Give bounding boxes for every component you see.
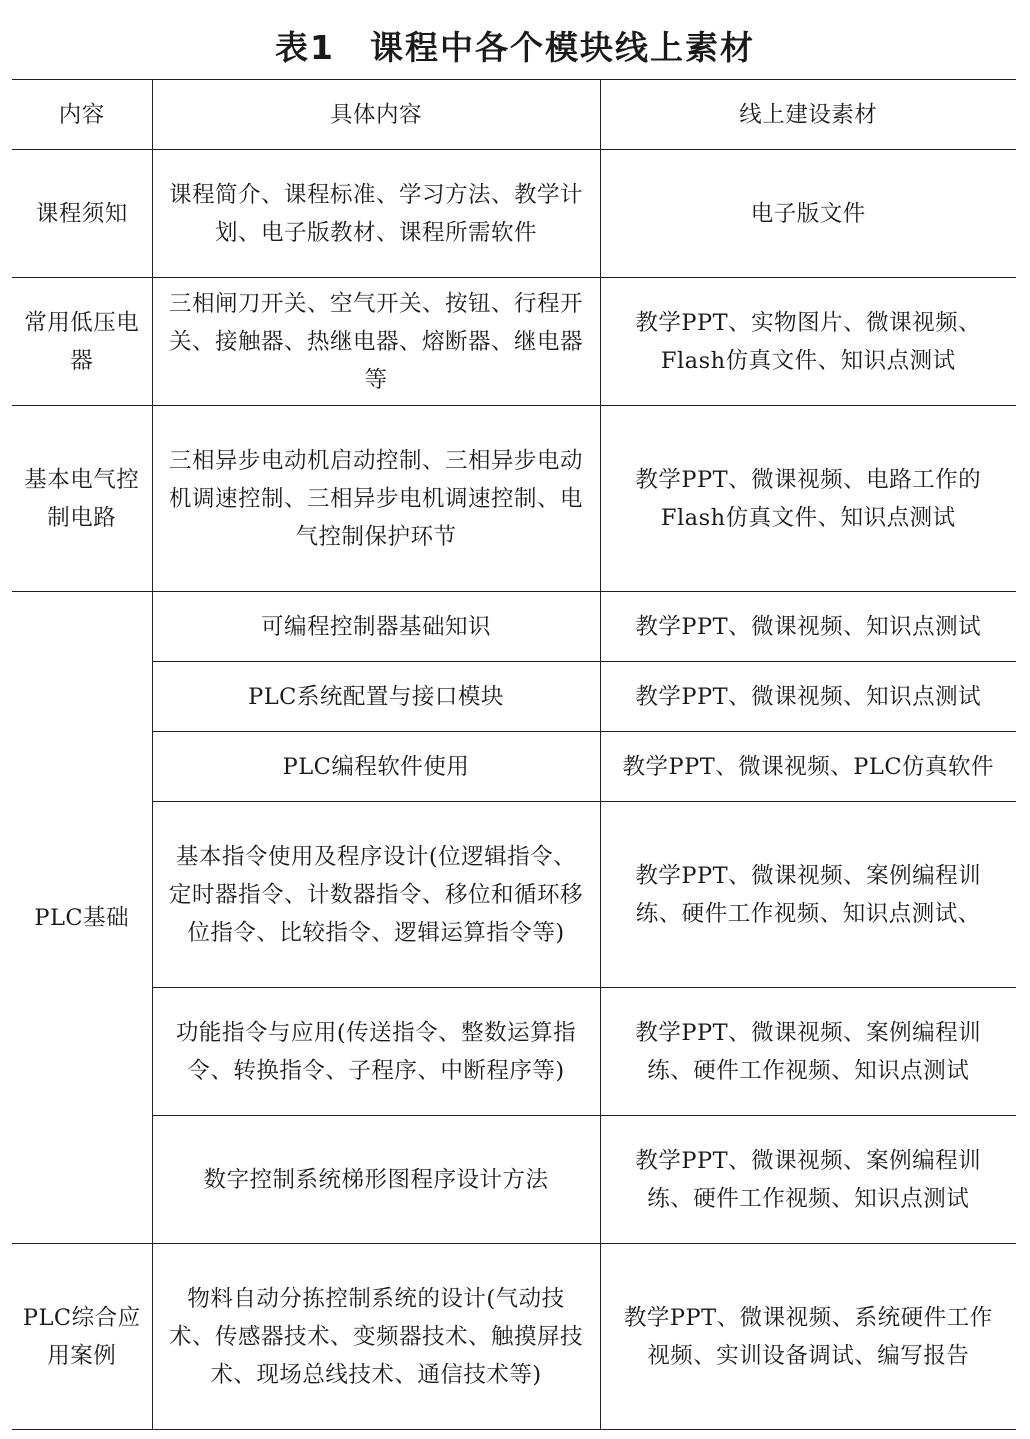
module-materials: 教学PPT、微课视频、知识点测试 xyxy=(600,662,1016,732)
header-detail: 具体内容 xyxy=(152,80,600,150)
module-materials: 教学PPT、微课视频、知识点测试 xyxy=(600,592,1016,662)
header-materials: 线上建设素材 xyxy=(600,80,1016,150)
module-detail: PLC系统配置与接口模块 xyxy=(152,662,600,732)
module-name: 基本电气控制电路 xyxy=(12,406,152,592)
module-detail: 可编程控制器基础知识 xyxy=(152,592,600,662)
module-name: 课程须知 xyxy=(12,150,152,278)
table-row xyxy=(12,406,1016,592)
table-row xyxy=(12,278,1016,406)
header-row xyxy=(12,80,1016,150)
table-row xyxy=(12,1116,1016,1244)
table-row xyxy=(12,802,1016,988)
table-row xyxy=(12,988,1016,1116)
table-title: 表1 课程中各个模块线上素材 xyxy=(275,28,755,67)
module-detail: 课程简介、课程标准、学习方法、教学计划、电子版教材、课程所需软件 xyxy=(152,150,600,278)
module-detail: PLC编程软件使用 xyxy=(152,732,600,802)
module-detail: 三相异步电动机启动控制、三相异步电动机调速控制、三相异步电机调速控制、电气控制保护环节 xyxy=(152,406,600,592)
module-name: 常用低压电器 xyxy=(12,278,152,406)
module-detail: 数字控制系统梯形图程序设计方法 xyxy=(152,1116,600,1244)
table-row xyxy=(12,1244,1016,1430)
header-content: 内容 xyxy=(12,80,152,150)
table-row xyxy=(12,662,1016,732)
module-materials: 教学PPT、实物图片、微课视频、Flash仿真文件、知识点测试 xyxy=(600,278,1016,406)
module-detail: 基本指令使用及程序设计(位逻辑指令、定时器指令、计数器指令、移位和循环移位指令、比较指令、逻辑运算指令等) xyxy=(152,802,600,988)
module-materials: 电子版文件 xyxy=(600,150,1016,278)
module-materials: 教学PPT、微课视频、案例编程训练、硬件工作视频、知识点测试 xyxy=(600,1116,1016,1244)
module-detail: 功能指令与应用(传送指令、整数运算指令、转换指令、子程序、中断程序等) xyxy=(152,988,600,1116)
table-row xyxy=(12,592,1016,662)
module-materials: 教学PPT、微课视频、案例编程训练、硬件工作视频、知识点测试、 xyxy=(600,802,1016,988)
module-materials: 教学PPT、微课视频、电路工作的Flash仿真文件、知识点测试 xyxy=(600,406,1016,592)
module-name: PLC基础 xyxy=(12,592,152,1244)
module-name: PLC综合应用案例 xyxy=(12,1244,152,1430)
module-detail: 物料自动分拣控制系统的设计(气动技术、传感器技术、变频器技术、触摸屏技术、现场总线技术、通信技术等) xyxy=(152,1244,600,1430)
module-materials: 教学PPT、微课视频、PLC仿真软件 xyxy=(600,732,1016,802)
module-detail: 三相闸刀开关、空气开关、按钮、行程开关、接触器、热继电器、熔断器、继电器等 xyxy=(152,278,600,406)
module-materials: 教学PPT、微课视频、系统硬件工作视频、实训设备调试、编写报告 xyxy=(600,1244,1016,1430)
module-materials: 教学PPT、微课视频、案例编程训练、硬件工作视频、知识点测试 xyxy=(600,988,1016,1116)
table-row xyxy=(12,150,1016,278)
table-row xyxy=(12,732,1016,802)
course-materials-table xyxy=(12,79,1016,1430)
